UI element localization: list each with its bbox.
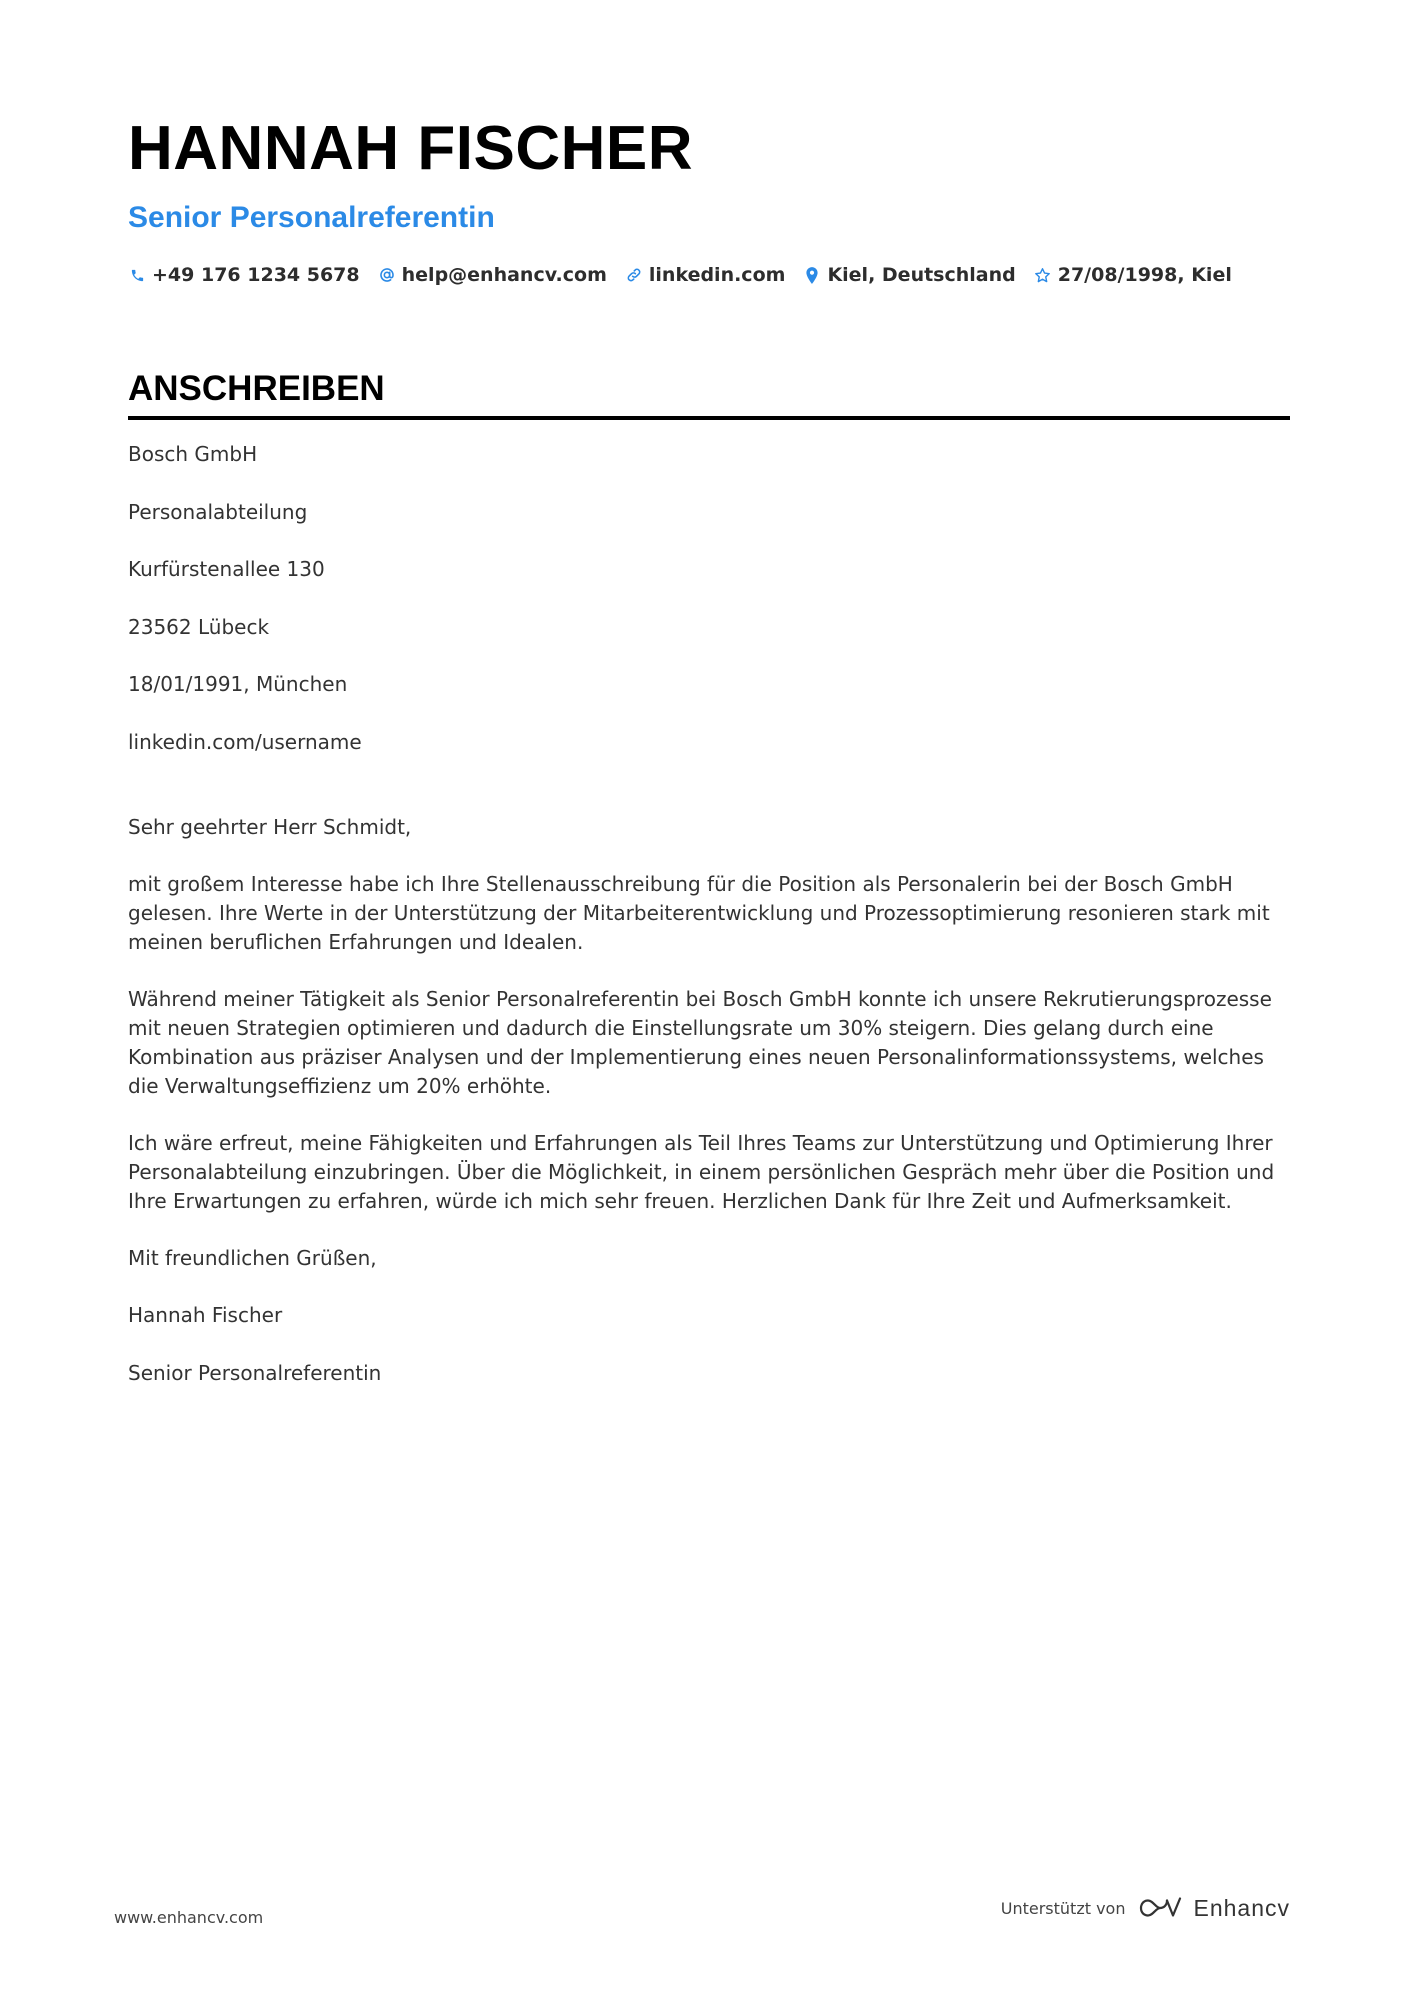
contact-birth bbox=[1034, 264, 1232, 286]
section-title: ANSCHREIBEN bbox=[128, 369, 385, 408]
contact-birth-text: 27/08/1998, Kiel bbox=[1057, 264, 1232, 286]
candidate-role: Senior Personalreferentin bbox=[128, 201, 495, 234]
signature-role: Senior Personalreferentin bbox=[128, 1360, 382, 1385]
footer-url[interactable]: www.enhancv.com bbox=[114, 1907, 264, 1927]
letter-date-place: 18/01/1991, München bbox=[128, 672, 348, 696]
salutation: Sehr geehrter Herr Schmidt, bbox=[128, 814, 412, 839]
location-pin-icon bbox=[803, 266, 821, 284]
enhancv-brand: Enhancv bbox=[1193, 1894, 1290, 1921]
powered-by-label: Unterstützt von bbox=[1000, 1898, 1126, 1918]
link-icon bbox=[625, 266, 643, 284]
contact-phone bbox=[128, 264, 360, 286]
contact-linkedin-text: linkedin.com bbox=[648, 264, 786, 286]
contact-bar bbox=[128, 264, 1290, 286]
enhancv-logo-icon bbox=[1137, 1895, 1183, 1921]
recipient-street: Kurfürstenallee 130 bbox=[128, 557, 325, 581]
contact-email-text: help@enhancv.com bbox=[401, 264, 607, 286]
letter-body bbox=[128, 440, 1290, 1416]
paragraph-intro: mit großem Interesse habe ich Ihre Stellenausschreibung für die Position als Personalerin bei der Bosch GmbH gelesen. Ihre Werte in der Unterstützung der Mitarbeiterentwicklung und Prozessoptimierung resonieren stark mit meinen beruflichen Erfahrungen und Idealen. bbox=[128, 871, 1270, 954]
closing-greeting: Mit freundlichen Grüßen, bbox=[128, 1245, 377, 1270]
phone-icon bbox=[128, 266, 146, 284]
contact-linkedin bbox=[625, 264, 786, 286]
recipient-linkedin: linkedin.com/username bbox=[128, 729, 362, 754]
paragraph-closing: Ich wäre erfreut, meine Fähigkeiten und Erfahrungen als Teil Ihres Teams zur Unterstützung und Optimierung Ihrer Personalabteilung einzubringen. Über die Möglichkeit, in einem persönlichen Gespräch mehr über die Position und Ihre Erwartungen zu erfahren, würde ich mich sehr freuen. Herzlichen Dank für Ihre Zeit und Aufmerksamkeit. bbox=[128, 1130, 1275, 1213]
section-header bbox=[128, 368, 1290, 420]
contact-location bbox=[803, 264, 1015, 286]
candidate-name: HANNAH FISCHER bbox=[128, 114, 693, 183]
paragraph-experience: Während meiner Tätigkeit als Senior Personalreferentin bei Bosch GmbH konnte ich unsere Rekrutierungsprozesse mit neuen Strategien optimieren und dadurch die Einstellungsrate um 30% steigern. Dies gelang durch eine Kombination aus präziser Analysen und der Implementierung eines neuen Personalinformationssystems, welches die Verwaltungseffizienz um 20% erhöhte. bbox=[128, 986, 1272, 1098]
signature-name: Hannah Fischer bbox=[128, 1303, 283, 1327]
section-divider bbox=[128, 416, 1290, 420]
powered-by bbox=[1001, 1895, 1290, 1922]
contact-email bbox=[378, 264, 607, 286]
at-icon bbox=[378, 266, 396, 284]
star-icon bbox=[1034, 266, 1052, 284]
recipient-company: Bosch GmbH bbox=[128, 442, 258, 466]
recipient-department: Personalabteilung bbox=[128, 499, 308, 524]
recipient-city: 23562 Lübeck bbox=[128, 614, 270, 639]
contact-phone-text: +49 176 1234 5678 bbox=[152, 264, 360, 286]
header bbox=[128, 112, 1290, 286]
footer bbox=[114, 1888, 1290, 1928]
contact-location-text: Kiel, Deutschland bbox=[827, 264, 1016, 286]
